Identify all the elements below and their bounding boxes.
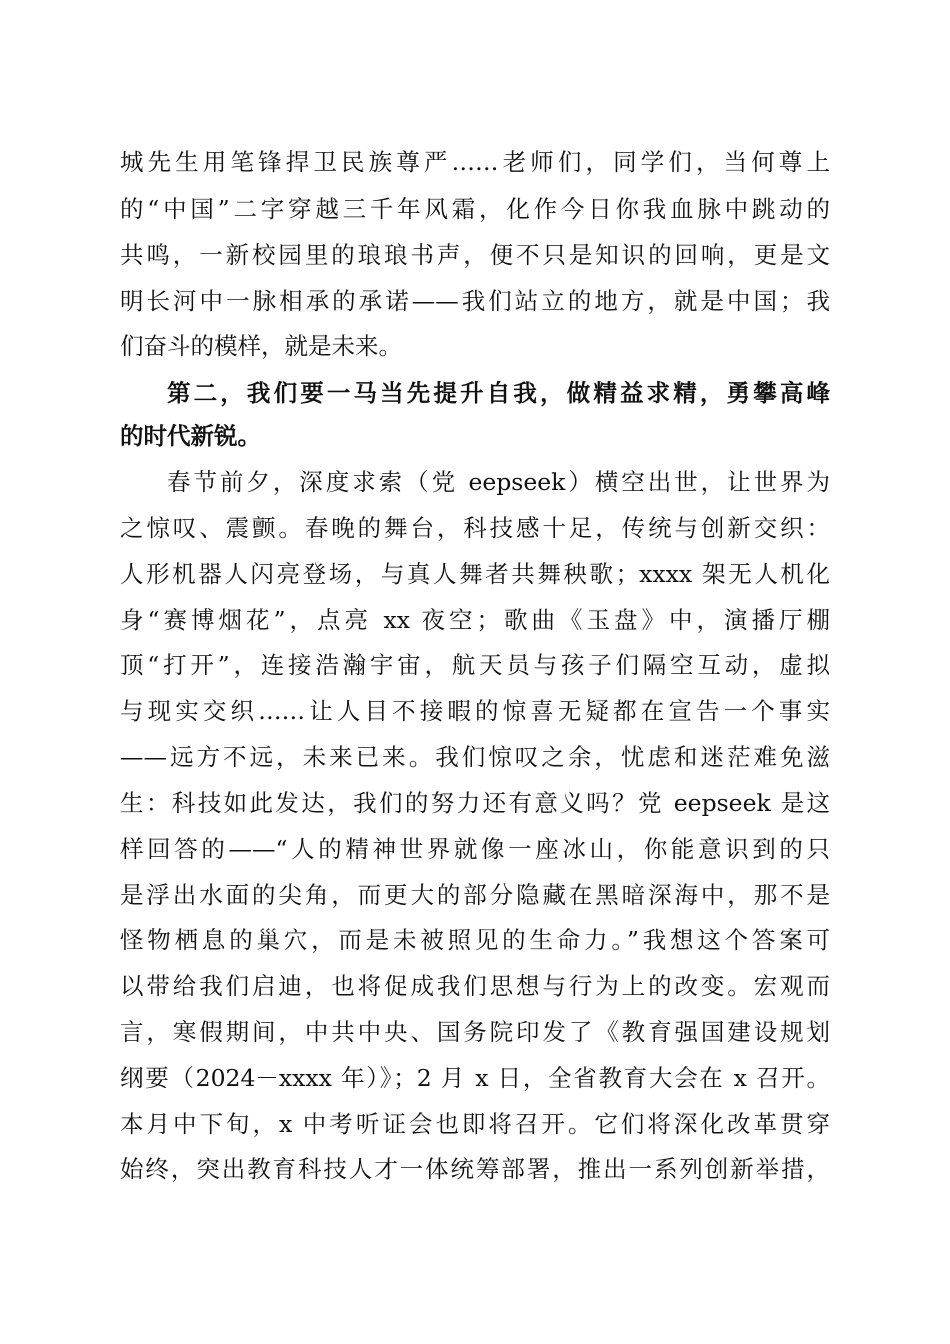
paragraph-line: 顶“打开”，连接浩瀚宇宙，航天员与孩子们隔空互动，虚拟 [120, 651, 830, 679]
paragraph-line: 城先生用笔锋捍卫民族尊严……老师们，同学们，当何尊上 [120, 148, 830, 176]
paragraph-line: ——远方不远，未来已来。我们惊叹之余，忧虑和迷茫难免滋 [120, 743, 830, 771]
paragraph-line: 怪物栖息的巢穴，而是未被照见的生命力。”我想这个答案可 [120, 926, 830, 954]
section-heading-line: 的时代新锐。 [120, 422, 261, 450]
paragraph-line: 本月中下旬，x 中考听证会也即将召开。它们将深化改革贯穿 [120, 1110, 830, 1138]
paragraph-line: 言，寒假期间，中共中央、国务院印发了《教育强国建设规划 [120, 1018, 830, 1046]
paragraph-line: 的“中国”二字穿越三千年风霜，化作今日你我血脉中跳动的 [120, 195, 830, 223]
paragraph-line: 是浮出水面的尖角，而更大的部分隐藏在黑暗深海中，那不是 [120, 881, 830, 909]
paragraph-line: 人形机器人闪亮登场，与真人舞者共舞秧歌；xxxx 架无人机化 [120, 560, 830, 588]
paragraph-line: 明长河中一脉相承的承诺——我们站立的地方，就是中国；我 [120, 287, 830, 315]
paragraph-line: 样回答的——“人的精神世界就像一座冰山，你能意识到的只 [120, 835, 830, 863]
paragraph-line: 始终，突出教育科技人才一体统筹部署，推出一系列创新举措， [120, 1155, 830, 1183]
paragraph-line: 以带给我们启迪，也将促成我们思想与行为上的改变。宏观而 [120, 972, 830, 1000]
paragraph-line: 纲要（2024－xxxx 年）》；2 月 x 日，全省教育大会在 x 召开。 [120, 1064, 830, 1092]
paragraph-line: 春节前夕，深度求索（党 eepseek）横空出世，让世界为 [167, 468, 830, 496]
section-heading-line: 第二，我们要一马当先提升自我，做精益求精，勇攀高峰 [167, 379, 830, 407]
paragraph-line: 身“赛博烟花”，点亮 xx 夜空；歌曲《玉盘》中，演播厅棚 [120, 606, 830, 634]
paragraph-line: 与现实交织……让人目不接暇的惊喜无疑都在宣告一个事实 [120, 697, 830, 725]
paragraph-line: 们奋斗的模样，就是未来。 [120, 332, 402, 360]
paragraph-line: 共鸣，一新校园里的琅琅书声，便不只是知识的回响，更是文 [120, 241, 830, 269]
paragraph-line: 生：科技如此发达，我们的努力还有意义吗？党 eepseek 是这 [120, 789, 830, 817]
paragraph-line: 之惊叹、震颤。春晚的舞台，科技感十足，传统与创新交织： [120, 514, 830, 542]
